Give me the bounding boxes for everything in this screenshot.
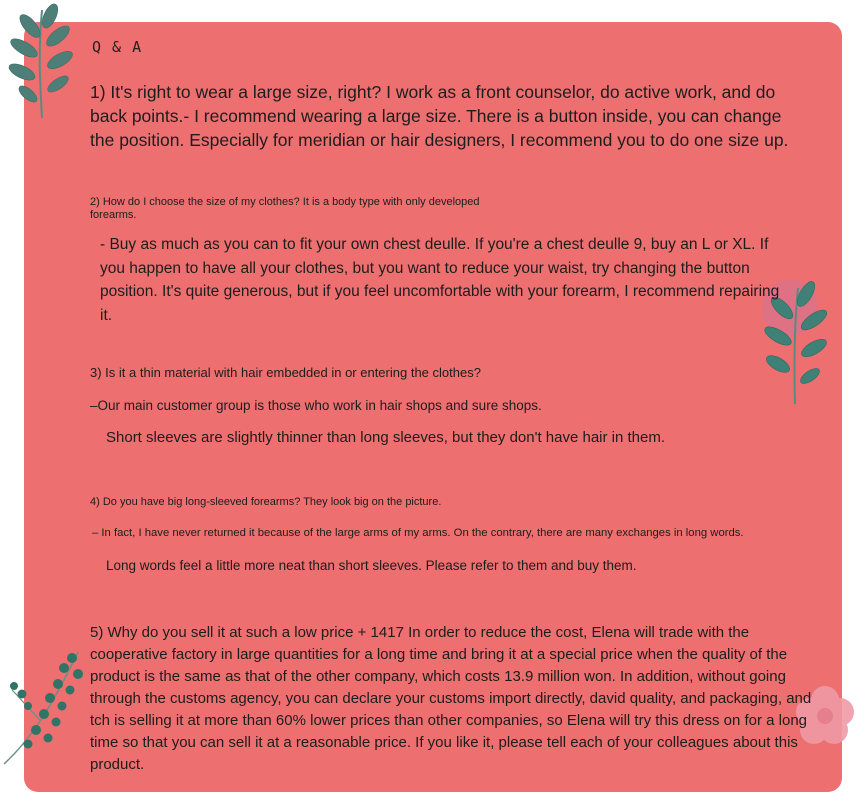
question-4: 4) Do you have big long-sleeved forearms? They look big on the picture. <box>90 496 442 508</box>
question-2: 2) How do I choose the size of my clothes? It is a body type with only developed forearms. <box>90 196 480 221</box>
answer-3-line-2: Short sleeves are slightly thinner than long sleeves, but they don't have hair in them. <box>106 429 666 446</box>
question-5: 5) Why do you sell it at such a low price + 1417 In order to reduce the cost, Elena will trade with the cooperative factory in large quantities for a long time and bring it at a special price when the quality of the product is the same as that of the other company, which costs 13.9 million won. In addition, without going through the customs agency, you can declare your customs import directly, david quality, and packaging, and tch is selling it at more than 60% lower prices than other companies, so Elena will try this dress on for a long time so that you can sell it at a reasonable price. If you like it, please tell each of your colleagues about this product. <box>90 624 812 773</box>
question-1: 1) It's right to wear a large size, right? I work as a front counselor, do active work, and do back points.- I recommend wearing a large size. There is a button inside, you can change the position. Especially for meridian or hair designers, I recommend you to do one size up. <box>90 82 789 150</box>
answer-3-line-1: –Our main customer group is those who work in hair shops and sure shops. <box>90 398 542 413</box>
eucalyptus-icon <box>0 640 100 770</box>
page-title: Q & A <box>92 38 143 56</box>
answer-2: - Buy as much as you can to fit your own chest deulle. If you're a chest deulle 9, buy an L or XL. If you happen to have all your clothes, but you want to reduce your waist, try changing the button position. It's quite generous, but if you feel uncomfortable with your forearm, I recommend repairing it. <box>100 236 780 324</box>
leaf-sprig-icon <box>2 2 82 120</box>
answer-4-line-2: Long words feel a little more neat than short sleeves. Please refer to them and buy them. <box>106 558 637 573</box>
question-3: 3) Is it a thin material with hair embedded in or entering the clothes? <box>90 365 481 380</box>
answer-4-line-1: – In fact, I have never returned it because of the large arms of my arms. On the contrary, there are many exchanges in long words. <box>92 527 744 539</box>
